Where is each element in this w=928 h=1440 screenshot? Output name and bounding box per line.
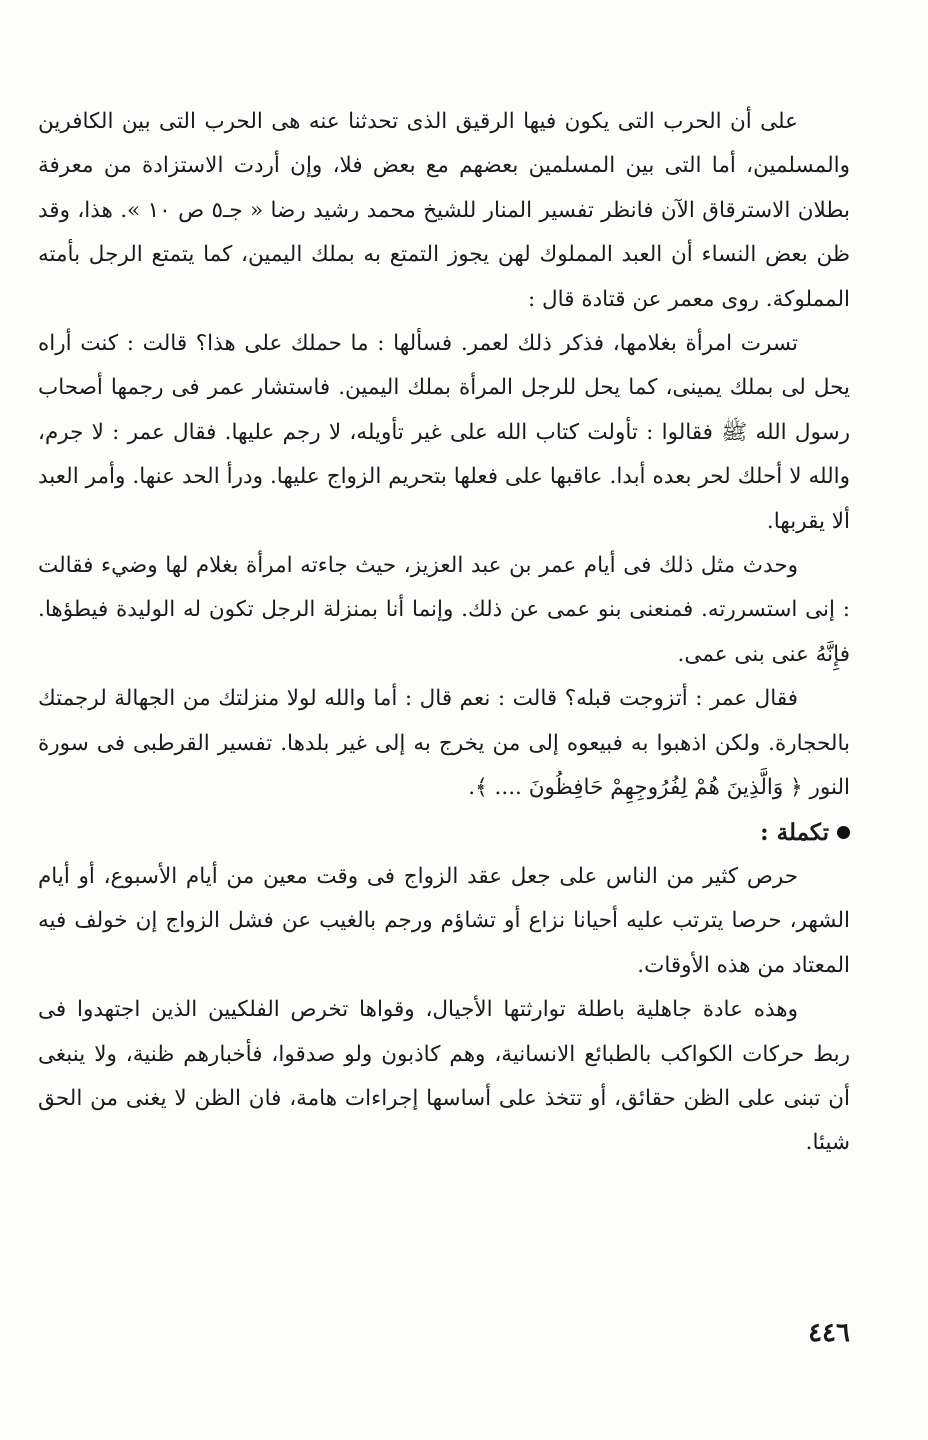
section-heading [38, 811, 850, 855]
paragraph-6: وهذه عادة جاهلية باطلة توارثتها الأجيال، وقواها تخرص الفلكيين الذين اجتهدوا فى ربط حركات الكواكب بالطبائع الانسانية، وهم كاذبون ولو صدقوا، فأخبارهم ظنية، ولا ينبغى أن تبنى على الظن حقائق، أو تتخذ على أساسها إجراءات هامة، فان الظن لا يغنى من الحق شيئا. [38, 997, 850, 1156]
paragraph-2: تسرت امرأة بغلامها، فذكر ذلك لعمر. فسألها : ما حملك على هذا؟ قالت : كنت أراه يحل لى بملك يمينى، كما يحل للرجل المرأة بملك اليمين. فاستشار عمر فى رجمها أصحاب رسول الله ﷺ فقالوا : تأولت كتاب الله على غير تأويله، لا رجم عليها. فقال عمر : لا جرم، والله لا أحلك لحر بعده أبدا. عاقبها على فعلها بتحريم الزواج عليها. ودرأ الحد عنها. وأمر العبد ألا يقربها. [38, 331, 850, 534]
paragraph-3: وحدث مثل ذلك فى أيام عمر بن عبد العزيز، حيث جاءته امرأة بغلام لها وضيء فقالت : إنى استسررته. فمنعنى بنو عمى عن ذلك. وإنما أنا بمنزلة الرجل تكون له الوليدة فيطؤها. فإِنَّهُ عنى بنى عمى. [38, 553, 850, 667]
section-heading-label: تكملة : [760, 818, 829, 846]
bullet-icon [837, 826, 850, 839]
paragraph-5: حرص كثير من الناس على جعل عقد الزواج فى وقت معين من أيام الأسبوع، أو أيام الشهر، حرصا يترتب عليه أحيانا نزاع أو تشاؤم ورجم بالغيب عن فشل الزواج إن خولف فيه المعتاد من هذه الأوقات. [38, 863, 850, 978]
paragraph-4: فقال عمر : أتزوجت قبله؟ قالت : نعم قال : أما والله لولا منزلتك من الجهالة لرجمتك بالحجارة. ولكن اذهبوا به فبيعوه إلى من يخرج به إلى غير بلدها. تفسير القرطبى فى سورة النور ﴿ وَالَّذِينَ هُمْ لِفُرُوجِهِمْ حَافِظُونَ .... ﴾. [38, 686, 850, 801]
page-number: ٤٤٦ [808, 1318, 850, 1348]
main-text-block [38, 100, 850, 1166]
paragraph-1: على أن الحرب التى يكون فيها الرقيق الذى تحدثنا عنه هى الحرب التى بين الكافرين والمسلمين، أما التى بين المسلمين بعضهم مع بعض فلا، وإن أردت الاستزادة من معرفة بطلان الاسترقاق الآن فانظر تفسير المنار للشيخ محمد رشيد رضا « جـ٥ ص ١٠ ». هذا، وقد ظن بعض النساء أن العبد المملوك لهن يجوز التمتع به بملك اليمين، كما يتمتع الرجل بأمته المملوكة. روى معمر عن قتادة قال : [38, 109, 850, 312]
